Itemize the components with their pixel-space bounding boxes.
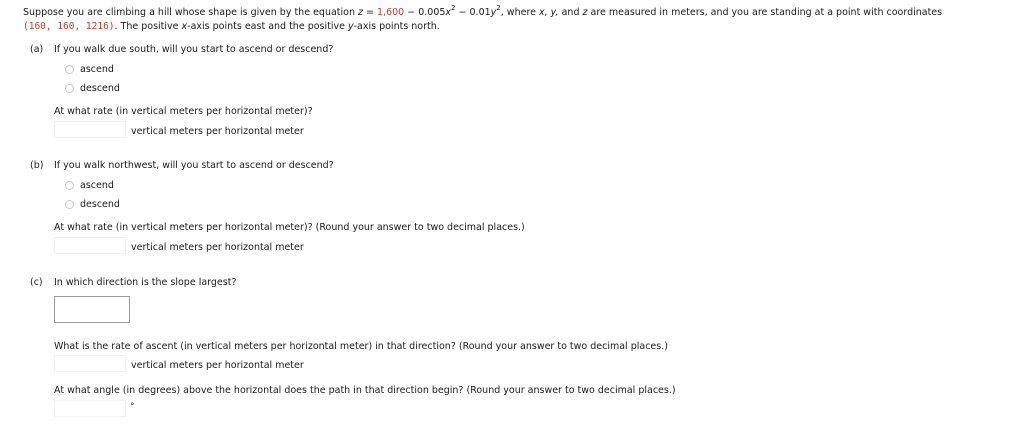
option-label: ascend [80,63,114,75]
part-c-angle-input[interactable] [54,400,126,417]
intro-vars: x, y, [539,7,559,18]
var-x: x [445,7,452,18]
intro-east: -axis points east and the positive [187,21,348,32]
intro-and: and [558,7,583,18]
part-a-option-descend[interactable] [65,82,120,94]
eq-term-2: − 0.01 [455,7,491,18]
radio-circle-icon[interactable] [65,200,74,209]
part-c-rate-unit: vertical meters per horizontal meter [131,360,304,371]
var-z: z [358,7,364,18]
part-c-question: In which direction is the slope largest? [54,277,237,288]
part-b-label: (b) [30,160,44,171]
radio-circle-icon[interactable] [65,181,74,190]
part-b-rate-prompt: At what rate (in vertical meters per horizontal meter)? (Round your answer to two decimal places.) [54,222,525,233]
option-label: ascend [80,179,114,191]
part-a-rate-unit: vertical meters per horizontal meter [131,126,304,137]
part-b-rate-input[interactable] [54,237,126,254]
part-b-option-descend[interactable] [65,198,120,210]
part-c-angle-prompt: At what angle (in degrees) above the horizontal does the path in that direction begin? (Round your answer to two decimal places.) [54,385,676,396]
eq-equals: = [363,7,378,18]
part-b-option-ascend[interactable] [65,179,114,191]
exponent-1: 2 [451,3,456,12]
part-c-rate-prompt: What is the rate of ascent (in vertical meters per horizontal meter) in that direction? (Round your answer to two decimal places.) [54,341,668,352]
radio-circle-icon[interactable] [65,65,74,74]
part-a-option-ascend[interactable] [65,63,114,75]
intro-measured: are measured in meters, and you are standing at a point with coordinates [587,7,943,18]
var-y: y [490,7,497,18]
degree-symbol: ° [130,402,135,412]
eq-term-1: − 0.005 [404,7,446,18]
point-coordinates: (160, 160, 1216) [23,21,115,32]
part-b-rate-unit: vertical meters per horizontal meter [131,242,304,253]
part-c-rate-input[interactable] [54,355,126,372]
option-label: descend [80,82,120,94]
axis-x-label: x [181,21,188,32]
intro-var-z: z [582,7,588,18]
intro-text: Suppose you are climbing a hill whose shape is given by the equation [23,7,359,18]
part-a-question: If you walk due south, will you start to ascend or descend? [54,44,334,55]
part-a-label: (a) [30,44,44,55]
part-a-rate-prompt: At what rate (in vertical meters per horizontal meter)? [54,106,313,117]
part-c-direction-input[interactable] [54,296,130,323]
option-label: descend [80,198,120,210]
intro-positive: . The positive [114,21,182,32]
part-b-question: If you walk northwest, will you start to ascend or descend? [54,160,334,171]
axis-y-label: y [347,21,354,32]
radio-circle-icon[interactable] [65,84,74,93]
problem-statement [23,3,1008,34]
intro-north: -axis points north. [353,21,440,32]
exponent-2: 2 [496,3,501,12]
eq-constant: 1,600 [377,7,405,18]
part-a-rate-input[interactable] [54,121,126,138]
part-c-label: (c) [30,277,43,288]
intro-where: , where [500,7,540,18]
